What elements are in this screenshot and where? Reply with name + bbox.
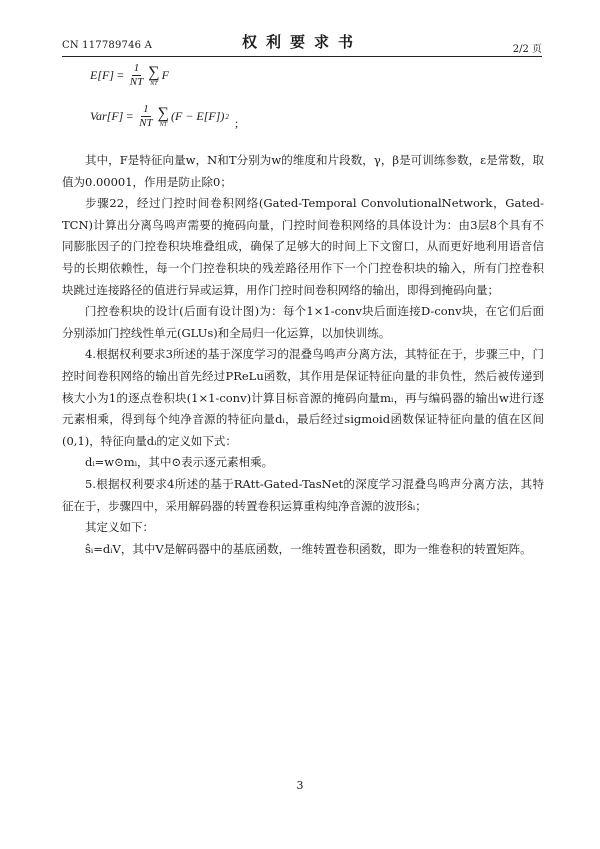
fraction-denominator: NT [139,117,153,129]
paragraph-variables: 其中，F是特征向量w，N和T分别为w的维度和片段数，γ，β是可训练参数，ε是常数，取值为0.00001，作用是防止除0； [62,153,544,189]
fraction-numerator: 1 [133,62,140,74]
patent-number: CN 117789746 A [62,40,153,51]
variance-lhs: Var[F] [90,109,124,123]
mean-fraction [130,62,143,89]
paragraph-gated-conv-block: 门控卷积块的设计(后面有设计图)为：每个1×1-conv块后面连接D-conv块，在它们后面分别添加门控线性单元(GLUs)和全局归一化运算，以加快训练。 [62,304,544,340]
mean-body: F [161,68,169,82]
sigma-symbol: ∑ [157,104,169,122]
equals-sign: = [126,109,134,123]
fraction-denominator: NT [129,76,144,88]
variance-fraction [139,103,152,130]
variance-formula [90,102,238,131]
paragraph-s-definition: ŝᵢ=dᵢV，其中V是解码器中的基底函数，一维转置卷积函数，即为一维卷积的转置矩阵。 [85,541,532,556]
paragraph-claim-4: 4.根据权利要求3所述的基于深度学习的混叠鸟鸣声分离方法，其特征在于，步骤三中，门控时间卷积网络的输出首先经过PReLu函数，其作用是保证特征向量的非负性，然后被传递到核大小为1的逐点卷积块(1×1-conv)计算目标音源的掩码向量mᵢ，再与编码器的输出w进行逐元素相乘，得到每个纯净音源的特征向量dᵢ，最后经过sigmoid函数保证特征向量的值在区间(0,1)，特征向量dᵢ的定义如下式： [62,347,544,448]
summation-subscript: NT [150,80,158,87]
variance-body: (F − E[F]) [171,109,225,123]
paragraph-step-22: 步骤22，经过门控时间卷积网络(Gated-Temporal ConvolutionalNetwork，Gated-TCN)计算出分离鸟鸣声需要的掩码向量，门控时间卷积网络的具体设计为：由3层8个具有不同膨胀因子的门控卷积块堆叠组成，确保了足够大的时间上下文窗口，从而更好地利用语音信号的长期依赖性，每一个门控卷积块的残差路径用作下一个门控卷积块的输入，所有门控卷积块跳过连接路径的值进行异或运算，用作门控时间卷积网络的输出，即得到掩码向量； [62,196,544,297]
header-rule [62,56,542,57]
formula-terminator: ; [234,116,239,130]
mean-lhs: E[F] [90,68,114,82]
paragraph-definition-intro: 其定义如下： [85,520,154,535]
page-header [62,31,542,55]
page-indicator: 2/2 页 [512,44,542,55]
paragraph-d-definition: dᵢ=w⊙mᵢ，其中⊙表示逐元素相乘。 [85,455,274,470]
claims-body [62,150,544,560]
mean-formula [90,62,169,89]
variance-exponent: 2 [225,112,229,121]
fraction-numerator: 1 [143,103,149,115]
page-number: 3 [296,779,304,792]
summation-subscript: NT [159,121,167,128]
equals-sign: = [117,68,124,82]
paragraph-claim-5: 5.根据权利要求4所述的基于RAtt-Gated-TasNet的深度学习混叠鸟鸣声分离方法，其特征在于，步骤四中，采用解码器的转置卷积运算重构纯净音源的波形ŝᵢ； [62,476,544,513]
sigma-symbol: ∑ [148,63,160,81]
summation [158,106,169,128]
summation [148,65,159,87]
section-title: 权利要求书 [241,33,362,51]
